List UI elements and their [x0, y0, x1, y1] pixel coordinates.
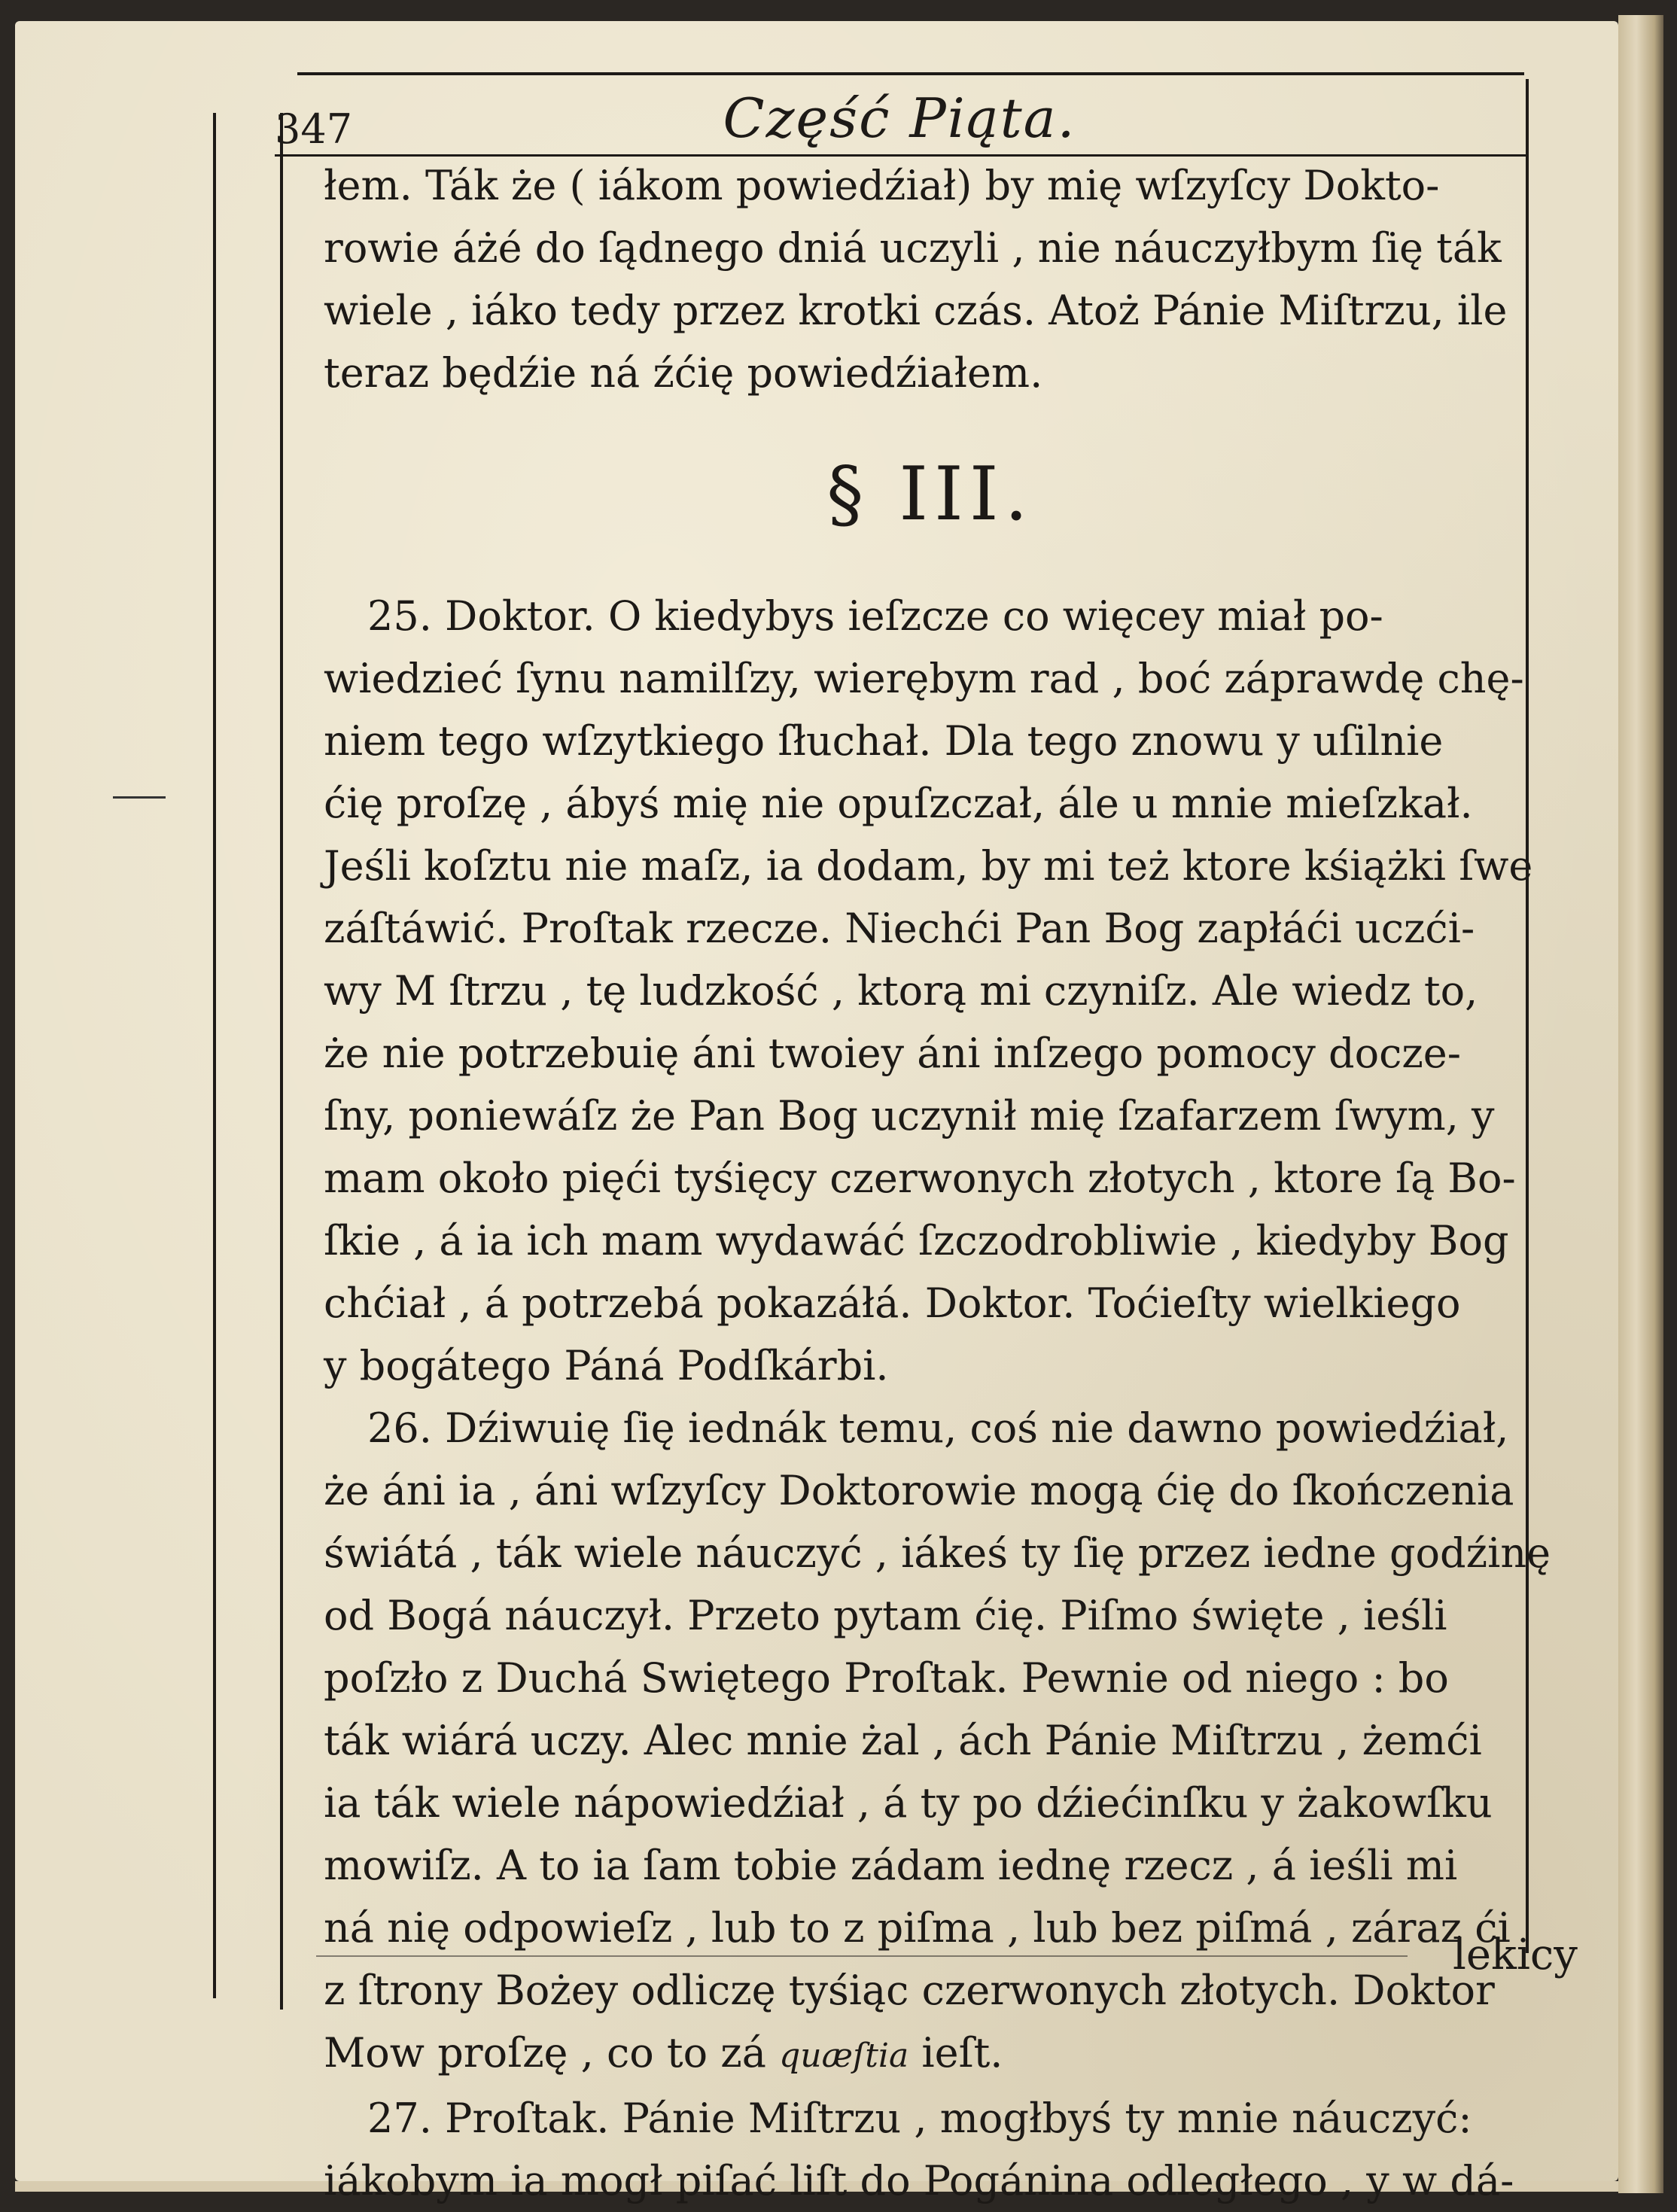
text-line: záſtáwić. Proſtak rzecze. Niechći Pan Bog zapłáći uczći- [324, 905, 1475, 952]
text-line: rowie áżé do ſądnego dniá uczyli , nie náuczyłbym ſię ták [324, 224, 1502, 272]
text-line: ná nię odpowieſz , lub to z piſma , lub bez piſmá , záraz ći [324, 1904, 1511, 1952]
catchword: lekicy [1453, 1931, 1578, 1979]
margin-mark [113, 796, 166, 799]
text-fragment: ieſt. [909, 2029, 1003, 2077]
text-line: ſny, poniewáſz że Pan Bog uczynił mię ſzafarzem ſwym, y [324, 1092, 1495, 1139]
text-line: Jeśli koſztu nie maſz, ia dodam, by mi też ktore kśiążki ſwe [324, 842, 1533, 890]
text-line: wy M ſtrzu , tę ludzkość , ktorą mi czyniſz. Ale wiedz to, [324, 967, 1478, 1015]
text-block [324, 154, 1582, 2212]
book-spine [1618, 15, 1663, 2193]
text-line: że áni ia , áni wſzyſcy Doktorowie mogą ćię do ſkończenia [324, 1467, 1514, 1514]
page-number: 347 [275, 105, 353, 153]
text-line: iákobym ia mogł piſać liſt do Pogánina odległego , y w dá- [324, 2157, 1514, 2204]
text-line: mowiſz. A to ia ſam tobie zádam iednę rzecz , á ieśli mi [324, 1842, 1458, 1889]
running-head [275, 83, 1524, 158]
text-line: świátá , ták wiele náuczyć , iákeś ty ſię przez iedne godźinę [324, 1529, 1551, 1577]
text-line: ták wiárá uczy. Alec mnie żal , ách Pánie Miſtrzu , żemći [324, 1717, 1482, 1764]
paragraph-25 [324, 585, 1582, 1397]
text-line: niem tego wſzytkiego ſłuchał. Dla tego znowu y uſilnie [324, 717, 1444, 765]
text-line: poſzło z Duchá Swiętego Proſtak. Pewnie od niego : bo [324, 1654, 1449, 1702]
paragraph-27 [324, 2087, 1582, 2212]
paragraph-26 [324, 1397, 1582, 2087]
text-line: wiedzieć ſynu namilſzy, wierębym rad , boć záprawdę chę- [324, 655, 1524, 702]
inner-left-rule [280, 113, 283, 2010]
section-heading: § III. [826, 452, 1034, 537]
text-line: z ſtrony Bożey odliczę tyśiąc czerwonych złotych. Doktor [324, 1967, 1495, 2014]
top-rule [297, 72, 1524, 75]
paragraph-continuation [324, 154, 1582, 404]
text-line: ia ták wiele nápowiedźiał , á ty po dźiećinſku y żakowſku [324, 1779, 1493, 1827]
text-line: mam około pięći tyśięcy czerwonych złotych , ktore ſą Bo- [324, 1155, 1516, 1202]
text-line: y bogátego Páná Podſkárbi. [324, 1342, 889, 1389]
text-line: chćiał , á potrzebá pokazáłá. Doktor. Toćieſty wielkiego [324, 1279, 1461, 1327]
text-line: teraz będźie ná źćię powiedźiałem. [324, 349, 1043, 397]
text-line [324, 2022, 1582, 2087]
text-line: wiele , iáko tedy przez krotki czás. Atoż Pánie Miſtrzu, ile [324, 287, 1508, 334]
text-fragment: Mow proſzę , co to zá [324, 2029, 780, 2077]
text-line: łem. Ták że ( iákom powiedźiał) by mię wſzyſcy Dokto- [324, 162, 1440, 209]
outer-left-rule [213, 113, 216, 1998]
text-line: 26. Dźiwuię ſię iednák temu, coś nie dawno powiedźiał, [367, 1404, 1509, 1452]
italic-word: quæſtia [779, 2037, 909, 2075]
text-line: że nie potrzebuię áni twoiey áni inſzego pomocy docze- [324, 1030, 1461, 1077]
text-line: 27. Proſtak. Pánie Miſtrzu , mogłbyś ty mnie náuczyć: [367, 2095, 1472, 2142]
text-line: ſkie , á ia ich mam wydawáć ſzczodrobliwie , kiedyby Bog [324, 1217, 1509, 1264]
text-line: od Bogá náuczył. Przeto pytam ćię. Piſmo święte , ieśli [324, 1592, 1447, 1639]
text-line: ćię proſzę , ábyś mię nie opuſzczał, ále u mnie mieſzkał. [324, 780, 1473, 827]
text-line: 25. Doktor. O kiedybys ieſzcze co więcey miał po- [367, 592, 1383, 640]
page-title: Część Piąta. [723, 87, 1076, 150]
